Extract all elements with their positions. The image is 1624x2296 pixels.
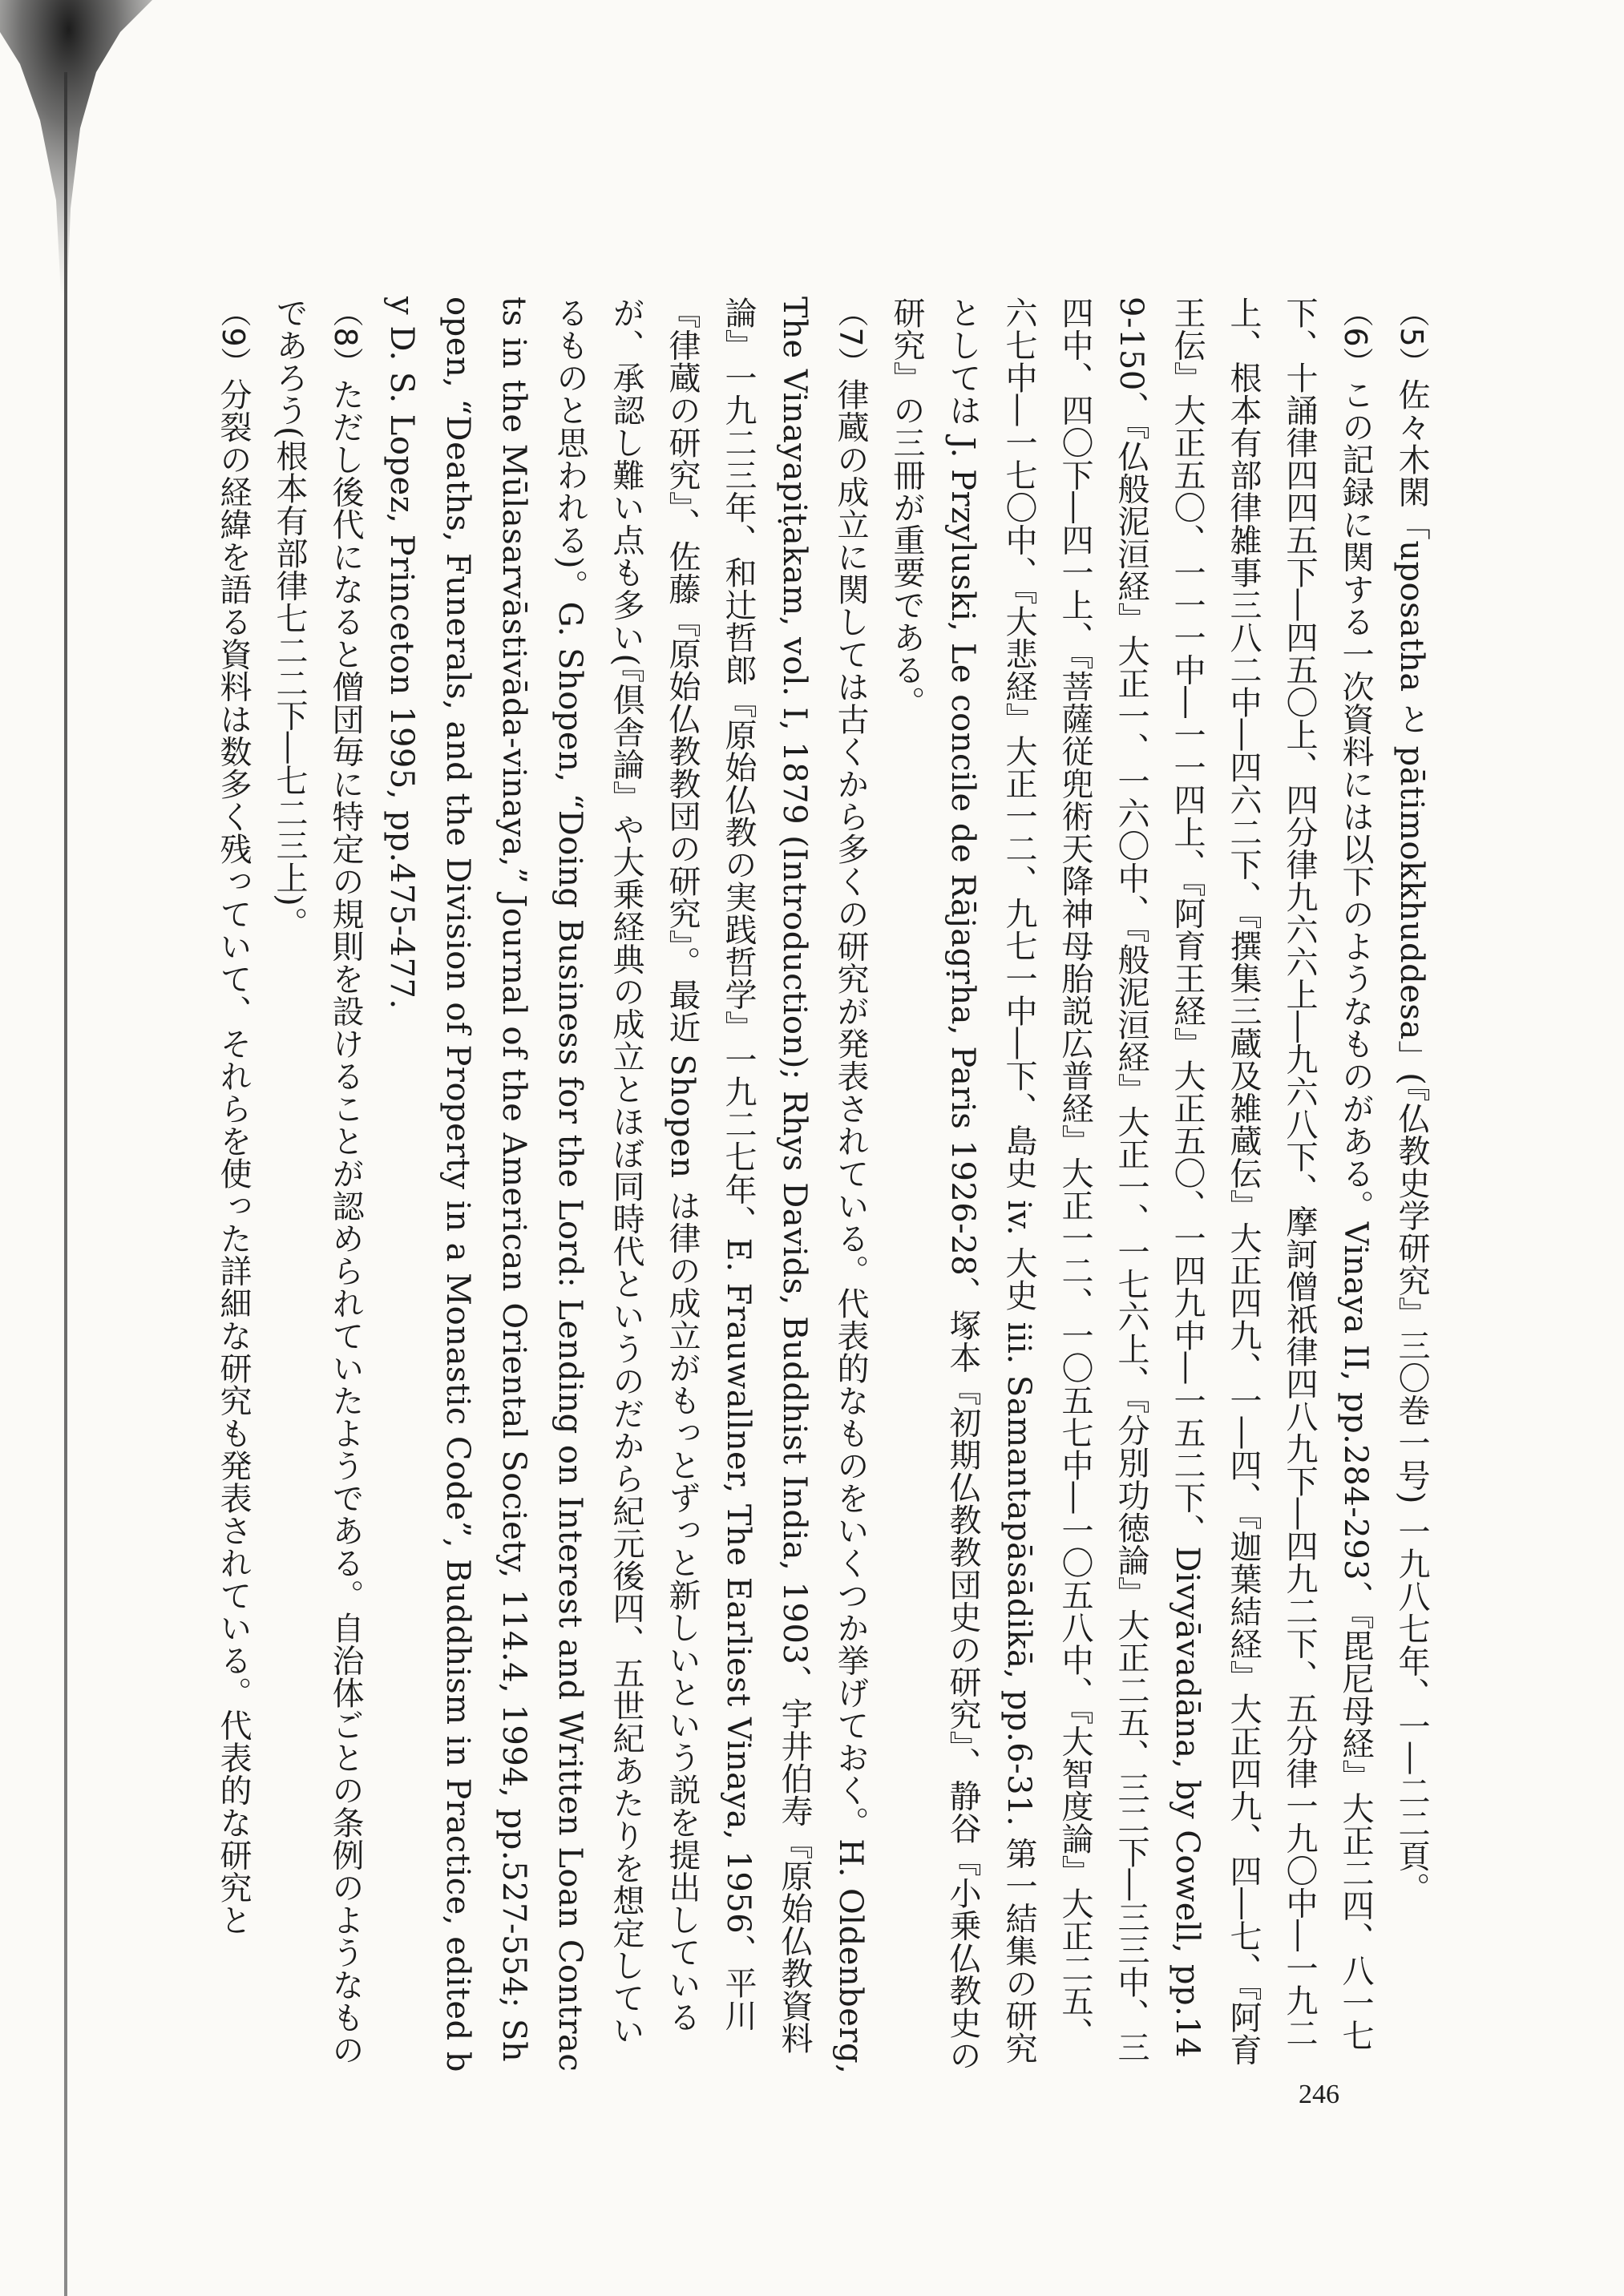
footnote-6: [879, 297, 1384, 2076]
footnote-number: （7）: [833, 297, 868, 378]
footnote-7: [374, 297, 879, 2076]
footnote-text: 佐々木閑「uposatha と pātimokkhuddesa」(『仏教史学研究』三〇巻一号) 一九八七年、一―二二頁。: [1393, 377, 1430, 1905]
footnote-text: 律蔵の成立に関しては古くから多くの研究が発表されている。代表的なものをいくつか挙げておく。H. Oldenberg, The Vinayapiṭakam, vol. I, 1879 (Introduction); Rhys Davids, Buddhist India, 1903、宇井伯寿『原始仏教資料論』一九二三年、和辻哲郎『原始仏教の実践哲学』一九二七年、E. Frauwallner, The Earliest Vinaya, 1956、平川『律蔵の研究』、佐藤『原始仏教教団の研究』。最近 Shopen は律の成立がもっとずっと新しいという説を提出しているが、承認し難い点も多い(『倶舎論』や大乗経典の成立とほぼ同時代というのだから紀元後四、五世紀あたりを想定しているものと思われる)。G. Shopen, “Doing Business for the Lord: Lending on Interest and Written Loan Contracts in the Mūlasarvāstivāda-vinaya,” Journal of the American Oriental Society, 114.4, 1994, pp.527-554; Shopen, “Deaths, Funerals, and the Division of Property in a Monastic Code”, Buddhism in Practice, edited by D. S. Lopez, Princeton 1995, pp.475-477.: [383, 297, 869, 2075]
scan-shadow-mark: [0, 0, 176, 305]
footnote-number: （5）: [1394, 297, 1429, 378]
footnote-text: 分裂の経緯を語る資料は数多く残っていて、それらを使った詳細な研究も発表されている。代表的な研究と: [215, 377, 252, 1936]
footnote-9: [205, 297, 261, 2076]
footnote-text: この記録に関する一次資料には以下のようなものがある。Vinaya II, pp.284-293、『毘尼母経』大正二四、八一七下、十誦律四四五下―四五〇上、四分律九六六上―九六八下、摩訶僧祇律四八九下―四九二下、五分律一九〇中―一九二上、根本有部律雑事三八二中―四六二下、『撰集三蔵及雑蔵伝』大正四九、一―四、『迦葉結経』大正四九、四―七、『阿育王伝』大正五〇、一一一中―一一四上、『阿育王経』大正五〇、一四九中―一五二下、Divyāvadāna, by Cowell, pp.149-150、『仏般泥洹経』大正一、一六〇中、『般泥洹経』大正一、一七六上、『分別功徳論』大正二五、三二下―三三中、三四中、四〇下―四一上、『菩薩従兜術天降神母胎説広普経』大正一二、一〇五七中―一〇五八中、『大智度論』大正二五、六七中―一七〇中、『大悲経』大正一二、九七一中―下、島史 iv. 大史 iii. Samantapāsādikā, pp.6-31. 第一結集の研究としては J. Przyluski, Le concile de Rājagṛha, Paris 1926-28、塚本『初期仏教教団史の研究』、静谷『小乗仏教史の研究』の三冊が重要である。: [888, 297, 1374, 2072]
footnote-text: ただし後代になると僧団毎に特定の規則を設けることが認められていたようである。自治体ごとの条例のようなものであろう(根本有部律七二二下―七二三上)。: [271, 297, 364, 2066]
footnote-number: （8）: [328, 297, 363, 378]
footnote-number: （6）: [1338, 297, 1373, 378]
page-number: 246: [1299, 2080, 1339, 2109]
footnote-8: [261, 297, 374, 2076]
footnote-5: [1384, 297, 1440, 2076]
binding-line: [64, 72, 67, 2296]
footnote-number: （9）: [216, 297, 251, 378]
footnotes-body: [215, 297, 1440, 2076]
